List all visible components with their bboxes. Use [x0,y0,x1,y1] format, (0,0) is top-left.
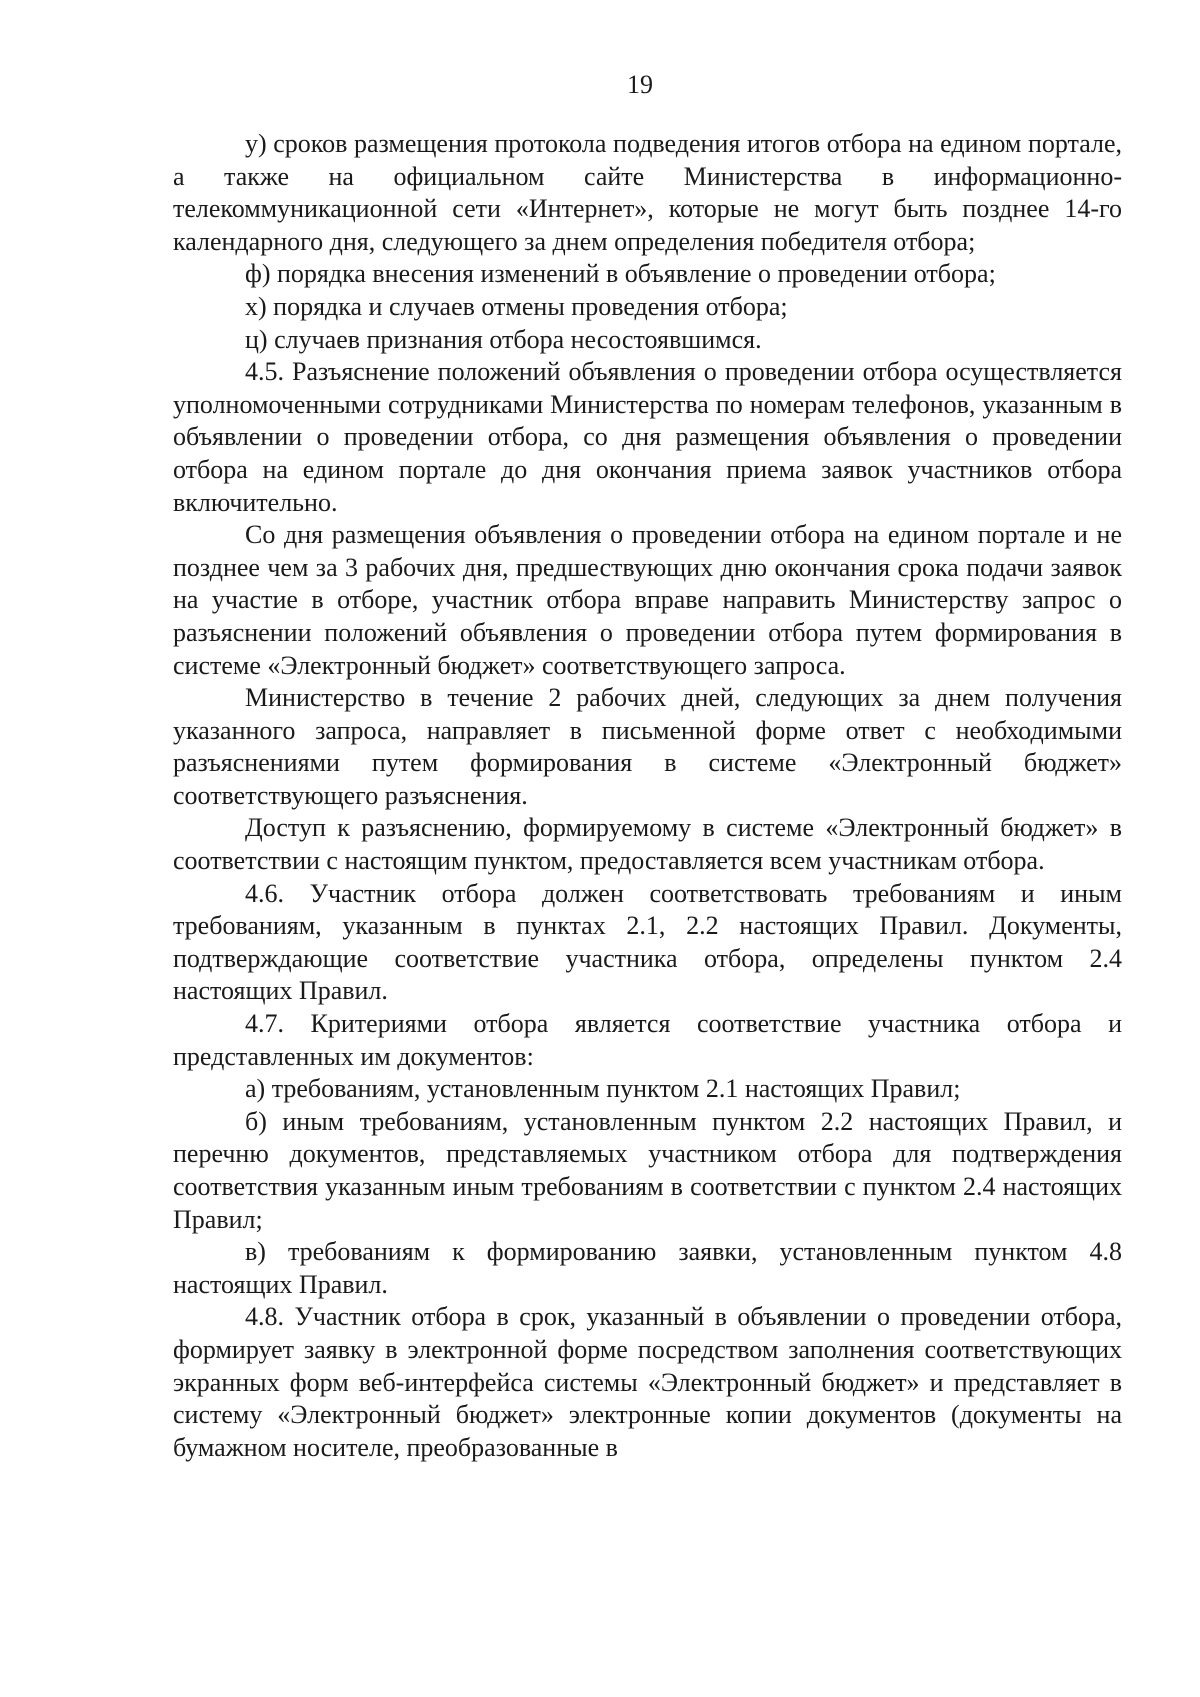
paragraph-criterion-v: в) требованиям к формированию заявки, установленным пунктом 4.8 настоящих Правил. [173,1237,1122,1299]
paragraph-item-ts: ц) случаев признания отбора несостоявшимся. [245,324,762,354]
paragraph-item-kh: х) порядка и случаев отмены проведения отбора; [245,291,788,321]
paragraph-item-f: ф) порядка внесения изменений в объявление о проведении отбора; [245,259,996,289]
paragraph-item-u: у) сроков размещения протокола подведения итогов отбора на едином портале, а также на официальном сайте Министерства в информационно-телекоммуникационной сети «Интернет», которые не могут быть позднее 14-го календарного дня, следующего за днем определения победителя отбора; [173,129,1122,256]
paragraph-section-4-8: 4.8. Участник отбора в срок, указанный в объявлении о проведении отбора, формирует заявку в электронной форме посредством заполнения соответствующих экранных форм веб-интерфейса системы «Электронный бюджет» и представляет в систему «Электронный бюджет» электронные копии документов (документы на бумажном носителе, преобразованные в [173,1302,1122,1462]
paragraph-section-4-5: 4.5. Разъяснение положений объявления о проведении отбора осуществляется уполномоченными сотрудниками Министерства по номерам телефонов, указанным в объявлении о проведении отбора, со дня размещения объявления о проведении отбора на едином портале до дня окончания приема заявок участников отбора включительно. [173,357,1122,517]
paragraph-criterion-a: а) требованиям, установленным пунктом 2.1 настоящих Правил; [245,1074,961,1104]
paragraph-request-clarification: Со дня размещения объявления о проведении отбора на едином портале и не позднее чем за 3 рабочих дня, предшествующих дню окончания срока подачи заявок на участие в отборе, участник отбора вправе направить Министерству запрос о разъяснении положений объявления о проведении отбора путем формирования в системе «Электронный бюджет» соответствующего запроса. [173,520,1122,680]
document-body [173,128,1122,1464]
paragraph-section-4-6: 4.6. Участник отбора должен соответствовать требованиям и иным требованиям, указанным в пунктах 2.1, 2.2 настоящих Правил. Документы, подтверждающие соответствие участника отбора, определены пунктом 2.4 настоящих Правил. [173,878,1122,1006]
page-number: 19 [627,70,653,99]
paragraph-ministry-response: Министерство в течение 2 рабочих дней, следующих за днем получения указанного запроса, направляет в письменной форме ответ с необходимыми разъяснениями путем формирования в системе «Электронный бюджет» соответствующего разъяснения. [173,683,1122,810]
paragraph-criterion-b: б) иным требованиям, установленным пунктом 2.2 настоящих Правил, и перечню документов, представляемых участником отбора для подтверждения соответствия указанным иным требованиям в соответствии с пунктом 2.4 настоящих Правил; [173,1106,1122,1234]
paragraph-section-4-7: 4.7. Критериями отбора является соответствие участника отбора и представленных им документов: [173,1009,1122,1071]
paragraph-access-clarification: Доступ к разъяснению, формируемому в системе «Электронный бюджет» в соответствии с настоящим пунктом, предоставляется всем участникам отбора. [173,813,1122,876]
